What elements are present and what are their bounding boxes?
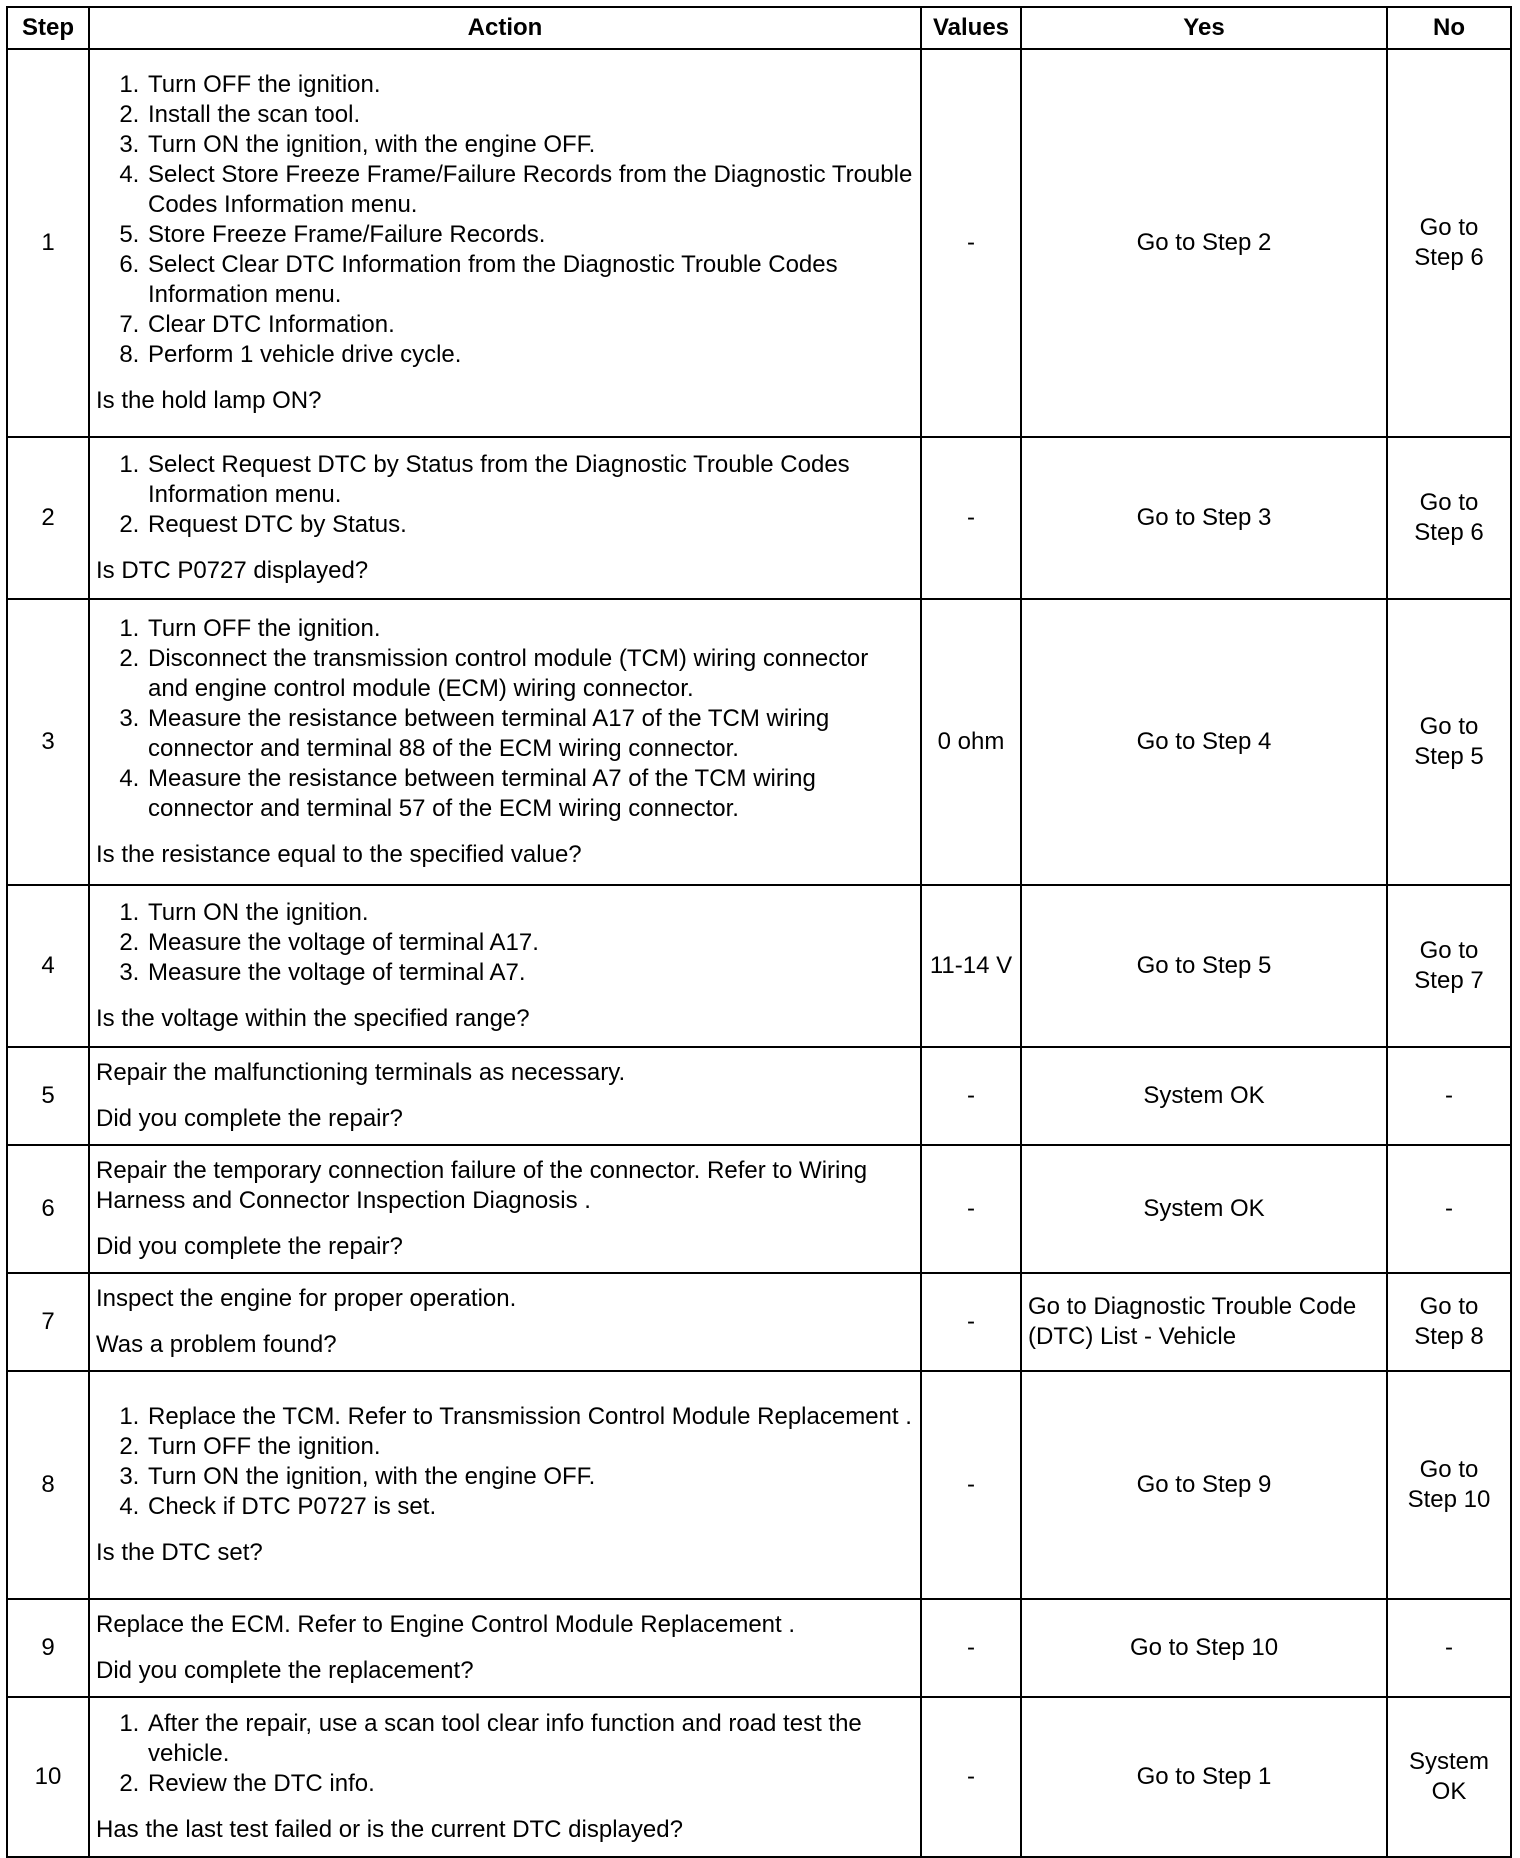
yes-cell: Go to Step 9 <box>1021 1371 1387 1599</box>
action-steps <box>96 898 914 988</box>
action-question: Is the resistance equal to the specified value? <box>96 841 582 868</box>
action-question: Is the voltage within the specified range? <box>96 1005 530 1032</box>
action-steps <box>96 614 914 824</box>
values-cell: - <box>921 1047 1021 1145</box>
step-number: 2 <box>7 437 89 599</box>
action-step: 6. Select Clear DTC Information from the Diagnostic Trouble Codes Information menu. <box>146 250 914 310</box>
step-number: 7 <box>7 1273 89 1371</box>
action-text: Replace the ECM. Refer to Engine Control Module Replacement . <box>96 1611 796 1638</box>
table-row <box>7 437 1511 599</box>
values-cell: - <box>921 1371 1021 1599</box>
yes-cell: Go to Step 3 <box>1021 437 1387 599</box>
action-question: Did you complete the replacement? <box>96 1657 474 1684</box>
table-row <box>7 1273 1511 1371</box>
yes-cell: Go to Diagnostic Trouble Code (DTC) List - Vehicle <box>1021 1273 1387 1371</box>
header-action: Action <box>89 7 921 49</box>
action-step: 2. Turn OFF the ignition. <box>146 1432 914 1462</box>
header-values: Values <box>921 7 1021 49</box>
values-cell: - <box>921 1697 1021 1857</box>
values-cell: - <box>921 437 1021 599</box>
action-step: 3. Turn ON the ignition, with the engine OFF. <box>146 1462 914 1492</box>
action-step: 2. Review the DTC info. <box>146 1769 914 1799</box>
no-cell: - <box>1387 1145 1511 1273</box>
header-no: No <box>1387 7 1511 49</box>
values-cell: 0 ohm <box>921 599 1021 885</box>
action-step: 2. Request DTC by Status. <box>146 510 914 540</box>
no-cell: - <box>1387 1047 1511 1145</box>
action-question: Did you complete the repair? <box>96 1233 403 1260</box>
step-number: 1 <box>7 49 89 437</box>
action-cell <box>89 49 921 437</box>
action-step: 3. Turn ON the ignition, with the engine OFF. <box>146 130 914 160</box>
action-step: 2. Disconnect the transmission control module (TCM) wiring connector and engine control module (ECM) wiring connector. <box>146 644 914 704</box>
action-question: Is the hold lamp ON? <box>96 387 322 414</box>
action-steps <box>96 70 914 370</box>
action-cell <box>89 1145 921 1273</box>
action-steps <box>96 1402 914 1522</box>
action-step: 5. Store Freeze Frame/Failure Records. <box>146 220 914 250</box>
action-cell <box>89 1697 921 1857</box>
values-cell: - <box>921 1599 1021 1697</box>
action-text: Repair the malfunctioning terminals as necessary. <box>96 1059 626 1086</box>
action-step: 1. Replace the TCM. Refer to Transmission Control Module Replacement . <box>146 1402 914 1432</box>
step-number: 9 <box>7 1599 89 1697</box>
action-step: 8. Perform 1 vehicle drive cycle. <box>146 340 914 370</box>
action-question: Is the DTC set? <box>96 1539 263 1566</box>
header-row <box>7 7 1511 49</box>
action-step: 4. Select Store Freeze Frame/Failure Records from the Diagnostic Trouble Codes Information menu. <box>146 160 914 220</box>
table-row <box>7 49 1511 437</box>
no-cell: Go to Step 6 <box>1387 49 1511 437</box>
header-step: Step <box>7 7 89 49</box>
action-step: 1. Turn ON the ignition. <box>146 898 914 928</box>
action-step: 1. Turn OFF the ignition. <box>146 70 914 100</box>
action-question: Is DTC P0727 displayed? <box>96 557 369 584</box>
action-step: 4. Check if DTC P0727 is set. <box>146 1492 914 1522</box>
table-row <box>7 1697 1511 1857</box>
action-step: 2. Install the scan tool. <box>146 100 914 130</box>
action-steps <box>96 450 914 540</box>
yes-cell: Go to Step 10 <box>1021 1599 1387 1697</box>
table-row <box>7 599 1511 885</box>
action-step: 7. Clear DTC Information. <box>146 310 914 340</box>
table-row <box>7 1145 1511 1273</box>
diagnostic-table <box>6 6 1512 1858</box>
values-cell: - <box>921 1145 1021 1273</box>
action-cell <box>89 1047 921 1145</box>
action-cell <box>89 1371 921 1599</box>
no-cell: Go to Step 6 <box>1387 437 1511 599</box>
action-cell <box>89 437 921 599</box>
step-number: 4 <box>7 885 89 1047</box>
table-row <box>7 1371 1511 1599</box>
values-cell: - <box>921 49 1021 437</box>
action-question: Did you complete the repair? <box>96 1105 403 1132</box>
no-cell: Go to Step 10 <box>1387 1371 1511 1599</box>
action-text: Inspect the engine for proper operation. <box>96 1285 517 1312</box>
action-step: 1. After the repair, use a scan tool clear info function and road test the vehicle. <box>146 1709 914 1769</box>
table-row <box>7 885 1511 1047</box>
action-cell <box>89 1273 921 1371</box>
action-cell <box>89 885 921 1047</box>
action-step: 2. Measure the voltage of terminal A17. <box>146 928 914 958</box>
action-step: 4. Measure the resistance between terminal A7 of the TCM wiring connector and terminal 57 of the ECM wiring connector. <box>146 764 914 824</box>
action-step: 3. Measure the voltage of terminal A7. <box>146 958 914 988</box>
action-text: Repair the temporary connection failure of the connector. Refer to Wiring Harness and Connector Inspection Diagnosis . <box>96 1157 868 1214</box>
yes-cell: Go to Step 1 <box>1021 1697 1387 1857</box>
action-step: 1. Select Request DTC by Status from the Diagnostic Trouble Codes Information menu. <box>146 450 914 510</box>
action-step: 1. Turn OFF the ignition. <box>146 614 914 644</box>
yes-cell: Go to Step 5 <box>1021 885 1387 1047</box>
action-question: Was a problem found? <box>96 1331 337 1358</box>
step-number: 8 <box>7 1371 89 1599</box>
no-cell: System OK <box>1387 1697 1511 1857</box>
no-cell: Go to Step 5 <box>1387 599 1511 885</box>
table-row <box>7 1047 1511 1145</box>
step-number: 10 <box>7 1697 89 1857</box>
yes-cell: System OK <box>1021 1047 1387 1145</box>
table-row <box>7 1599 1511 1697</box>
yes-cell: Go to Step 2 <box>1021 49 1387 437</box>
diagnostic-page <box>6 6 1512 1858</box>
step-number: 3 <box>7 599 89 885</box>
step-number: 6 <box>7 1145 89 1273</box>
action-question: Has the last test failed or is the current DTC displayed? <box>96 1816 683 1843</box>
step-number: 5 <box>7 1047 89 1145</box>
action-steps <box>96 1709 914 1799</box>
action-step: 3. Measure the resistance between terminal A17 of the TCM wiring connector and terminal 88 of the ECM wiring connector. <box>146 704 914 764</box>
header-yes: Yes <box>1021 7 1387 49</box>
no-cell: Go to Step 8 <box>1387 1273 1511 1371</box>
yes-cell: Go to Step 4 <box>1021 599 1387 885</box>
no-cell: - <box>1387 1599 1511 1697</box>
values-cell: 11-14 V <box>921 885 1021 1047</box>
action-cell <box>89 599 921 885</box>
values-cell: - <box>921 1273 1021 1371</box>
yes-cell: System OK <box>1021 1145 1387 1273</box>
action-cell <box>89 1599 921 1697</box>
no-cell: Go to Step 7 <box>1387 885 1511 1047</box>
